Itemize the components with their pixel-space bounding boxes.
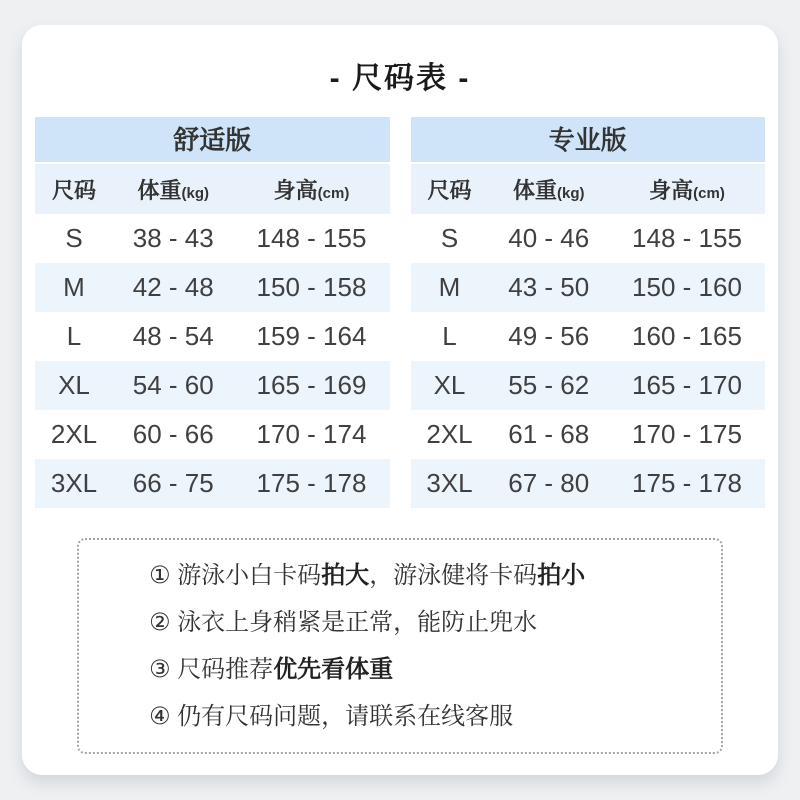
table-row <box>35 214 390 263</box>
table-row <box>411 312 766 361</box>
cell-weight: 49 - 56 <box>508 321 590 351</box>
cell-weight: 43 - 50 <box>508 272 590 302</box>
note-text: ，游泳健将卡码 <box>369 562 538 589</box>
table-row <box>35 263 390 312</box>
column-unit: (kg) <box>557 184 585 202</box>
cell-height: 175 - 178 <box>256 468 367 498</box>
note-line <box>149 552 705 599</box>
note-text: 优先看体重 <box>273 656 394 683</box>
table-row <box>411 459 766 508</box>
note-bullet: ② <box>149 609 178 636</box>
column-label: 身高 <box>273 177 318 203</box>
cell-height: 160 - 165 <box>632 321 742 351</box>
cell-weight: 60 - 66 <box>132 419 214 449</box>
table-row <box>411 263 766 312</box>
column-header <box>411 174 489 205</box>
column-label: 尺码 <box>51 177 96 203</box>
cell-weight: 38 - 43 <box>132 223 214 253</box>
column-header <box>234 174 390 205</box>
cell-weight: 54 - 60 <box>132 370 214 400</box>
notes-box <box>77 538 723 754</box>
column-header <box>609 174 765 205</box>
cell-height: 150 - 158 <box>256 272 367 302</box>
version-header: 舒适版 <box>35 117 390 164</box>
note-text: 泳衣上身稍紧是正常，能防止兜水 <box>177 609 538 636</box>
cell-height: 148 - 155 <box>632 223 742 253</box>
note-line <box>149 646 705 693</box>
table-row <box>35 361 390 410</box>
column-label: 体重 <box>137 177 182 203</box>
column-label: 体重 <box>512 177 557 203</box>
cell-weight: 67 - 80 <box>508 468 590 498</box>
cell-size: M <box>438 272 461 302</box>
note-bullet: ① <box>149 562 178 589</box>
table-row <box>411 410 766 459</box>
column-label: 身高 <box>649 177 694 203</box>
page-title: - 尺码表 - <box>329 62 471 95</box>
cell-size: L <box>66 321 82 351</box>
cell-size: XL <box>433 370 466 400</box>
cell-weight: 61 - 68 <box>508 419 590 449</box>
cell-weight: 55 - 62 <box>508 370 590 400</box>
table-row <box>35 459 390 508</box>
cell-weight: 42 - 48 <box>132 272 214 302</box>
column-label: 尺码 <box>427 177 472 203</box>
column-header-row <box>411 164 766 214</box>
column-header <box>35 174 113 205</box>
cell-size: 2XL <box>426 419 473 449</box>
column-unit: (kg) <box>181 184 209 202</box>
note-bullet: ③ <box>149 656 178 683</box>
column-header <box>488 174 609 205</box>
cell-height: 159 - 164 <box>256 321 367 351</box>
cell-size: 2XL <box>50 419 98 449</box>
note-text: 拍大 <box>321 562 370 589</box>
cell-size: XL <box>58 370 90 400</box>
cell-size: 3XL <box>426 468 473 498</box>
cell-size: S <box>65 223 83 253</box>
cell-height: 170 - 174 <box>256 419 367 449</box>
note-text: 尺码推荐 <box>177 656 274 683</box>
cell-height: 165 - 169 <box>256 370 367 400</box>
cell-weight: 48 - 54 <box>132 321 214 351</box>
cell-height: 175 - 178 <box>632 468 742 498</box>
note-line <box>149 599 705 646</box>
table-row <box>35 410 390 459</box>
column-header <box>113 174 234 205</box>
note-text: 仍有尺码问题，请联系在线客服 <box>177 703 514 730</box>
table-row <box>411 361 766 410</box>
note-bullet: ④ <box>149 703 178 730</box>
cell-height: 148 - 155 <box>256 223 367 253</box>
table-row <box>411 214 766 263</box>
cell-weight: 66 - 75 <box>132 468 214 498</box>
column-unit: (cm) <box>317 184 350 202</box>
cell-size: L <box>442 321 457 351</box>
cell-height: 170 - 175 <box>632 419 742 449</box>
column-unit: (cm) <box>693 184 725 202</box>
column-header-row <box>35 164 390 214</box>
size-chart-card <box>22 25 778 775</box>
note-line <box>149 693 705 740</box>
size-tables <box>22 117 778 508</box>
cell-height: 150 - 160 <box>632 272 742 302</box>
version-header: 专业版 <box>411 117 766 164</box>
cell-size: M <box>63 272 85 302</box>
cell-size: S <box>440 223 459 253</box>
note-text: 拍小 <box>537 562 586 589</box>
size-table-pro <box>411 117 766 508</box>
cell-height: 165 - 170 <box>632 370 742 400</box>
size-table-comfort <box>35 117 390 508</box>
table-row <box>35 312 390 361</box>
note-text: 游泳小白卡码 <box>177 562 322 589</box>
cell-size: 3XL <box>50 468 98 498</box>
cell-weight: 40 - 46 <box>508 223 590 253</box>
